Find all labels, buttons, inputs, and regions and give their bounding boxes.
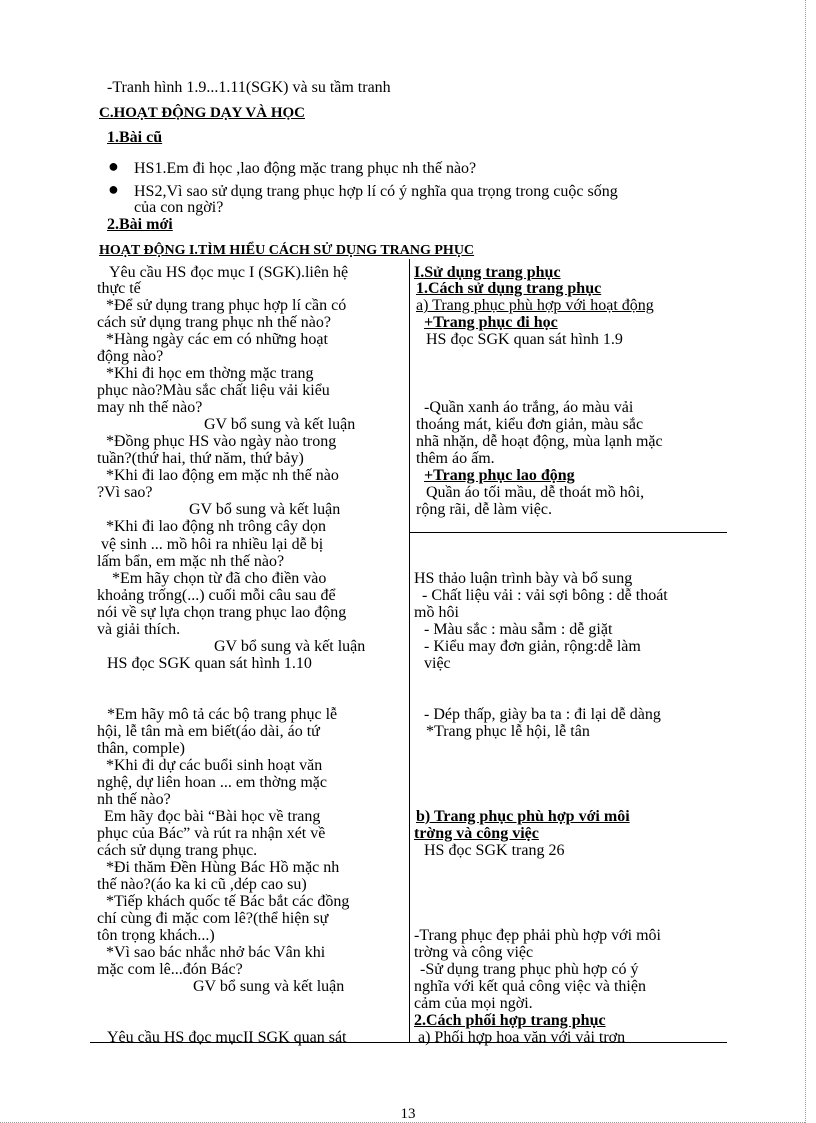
section-c-heading: C.HOẠT ĐỘNG DẠY VÀ HỌC	[99, 105, 305, 121]
left-line: phục nào?Màu sắc chất liệu vải kiểu	[97, 382, 330, 399]
left-line: *Khi đi lao động nh trông cây dọn	[106, 518, 326, 535]
left-line: mặc com lê...đón Bác?	[97, 961, 243, 978]
left-line: may nh thế nào?	[97, 399, 203, 416]
left-line: chí cùng đi mặc com lê?(thể hiện sự	[97, 910, 329, 927]
left-line: *Khi đi lao động em mặc nh thế nào	[106, 467, 339, 484]
right-line: thoáng mát, kiểu đơn giản, màu sắc	[416, 416, 644, 433]
right-line: - Kiểu may đơn giản, rộng:dễ làm	[424, 638, 641, 655]
right-line: nghĩa với kết quả công việc và thiện	[414, 978, 646, 995]
activity-title: HOẠT ĐỘNG I.TÌM HIỂU CÁCH SỬ DỤNG TRANG PHỤC	[99, 243, 475, 258]
left-line: HS đọc SGK quan sát hình 1.10	[107, 655, 312, 672]
question-1: HS1.Em đi học ,lao động mặc trang phục nh thế nào?	[134, 160, 477, 177]
bullet-icon: ●	[108, 179, 119, 199]
old-lesson-heading: 1.Bài cũ	[107, 129, 163, 146]
right-line: việc	[424, 655, 451, 672]
right-line: thêm áo ấm.	[416, 450, 495, 467]
left-line: và giải thích.	[97, 621, 181, 638]
left-line: Yêu cầu HS đọc mục I (SGK).liên hệ	[109, 264, 349, 281]
column-divider	[409, 259, 410, 1043]
right-heading: +Trang phục đi học	[424, 314, 558, 331]
left-line: thế nào?(áo ka ki cũ ,dép cao su)	[97, 876, 307, 893]
left-line: cách sử dụng trang phục nh thế nào?	[97, 314, 331, 331]
left-line: *Đi thăm Đền Hùng Bác Hồ mặc nh	[106, 859, 340, 876]
right-line: -Trang phục đẹp phải phù hợp với môi	[414, 927, 661, 944]
left-line: *Khi đi dự các buổi sinh hoạt văn	[106, 757, 323, 774]
question-2b: của con ngời?	[134, 199, 224, 216]
left-line: tuần?(thứ hai, thứ năm, thứ bảy)	[97, 450, 304, 467]
right-heading: trờng và công việc	[414, 825, 539, 842]
right-heading: I.Sử dụng trang phục	[414, 264, 561, 281]
right-heading: b) Trang phục phù hợp với môi	[416, 808, 630, 825]
right-line: cảm của mọi ngời.	[414, 995, 533, 1012]
right-line: nhã nhặn, dễ hoạt động, mùa lạnh mặc	[416, 433, 663, 450]
left-line: khoảng trống(...) cuối mỗi câu sau để	[97, 587, 336, 604]
right-heading: 2.Cách phối hợp trang phục	[414, 1012, 606, 1029]
right-heading: 1.Cách sử dụng trang phục	[416, 280, 602, 297]
left-line: *Đồng phục HS vào ngày nào trong	[106, 433, 337, 450]
left-line: *Em hãy chọn từ đã cho điền vào	[112, 570, 327, 587]
left-line: *Hàng ngày các em có những hoạt	[106, 331, 328, 348]
bullet-icon: ●	[108, 156, 119, 176]
left-line: GV bổ sung và kết luận	[214, 638, 366, 655]
right-line: mồ hôi	[414, 604, 459, 621]
left-line: Em hãy đọc bài “Bài học về trang	[104, 808, 321, 825]
left-line: Yêu cầu HS đọc mụcII SGK quan sát	[107, 1029, 347, 1046]
left-line: vệ sinh ... mồ hôi ra nhiều lại dễ bị	[101, 536, 324, 553]
left-line: lấm bẩn, em mặc nh thế nào?	[97, 553, 285, 570]
left-line: GV bổ sung và kết luận	[193, 978, 345, 995]
page-right-border	[805, 0, 806, 1123]
left-line: nh thế nào?	[97, 791, 171, 808]
right-line: - Chất liệu vải : vải sợi bông : dễ thoát	[422, 587, 668, 604]
left-line: nghệ, dự liên hoan ... em thờng mặc	[97, 774, 327, 791]
right-line: HS thảo luận trình bày và bổ sung	[414, 570, 633, 587]
right-line: rộng rãi, dễ làm việc.	[416, 501, 552, 518]
question-2a: HS2,Vì sao sử dụng trang phục hợp lí có ý nghĩa qua trọng trong cuộc sống	[134, 183, 618, 200]
right-line: a) Phối hợp hoa văn với vải trơn	[418, 1029, 626, 1046]
left-line: hội, lễ tân mà em biết(áo dài, áo tứ	[97, 723, 320, 740]
row-divider-right	[409, 532, 727, 533]
left-line: *Khi đi học em thờng mặc trang	[106, 365, 314, 382]
right-line: HS đọc SGK trang 26	[424, 842, 565, 859]
materials-line: -Tranh hình 1.9...1.11(SGK) và su tầm tranh	[107, 79, 391, 96]
left-line: ?Vì sao?	[97, 484, 153, 501]
right-line: *Trang phục lễ hội, lễ tân	[426, 723, 590, 740]
left-line: thực tế	[97, 280, 141, 297]
left-line: *Để sử dụng trang phục hợp lí cần có	[106, 297, 347, 314]
left-line: *Em hãy mô tả các bộ trang phục lễ	[107, 706, 338, 723]
right-line: HS đọc SGK quan sát hình 1.9	[426, 331, 623, 348]
new-lesson-heading: 2.Bài mới	[107, 216, 173, 233]
left-line: cách sử dụng trang phục.	[97, 842, 258, 859]
left-line: nói về sự lựa chọn trang phục lao động	[97, 604, 347, 621]
left-line: *Vì sao bác nhắc nhở bác Vân khi	[106, 944, 326, 961]
right-line: -Sử dụng trang phục phù hợp có ý	[420, 961, 639, 978]
left-line: GV bổ sung và kết luận	[204, 416, 356, 433]
left-line: tôn trọng khách...)	[97, 927, 215, 944]
page-number: 13	[400, 1106, 416, 1122]
right-line: -Quần xanh áo trắng, áo màu vải	[424, 399, 634, 416]
right-line: - Màu sắc : màu sẫm : dễ giặt	[424, 621, 613, 638]
right-line: - Dép thấp, giày ba ta : đi lại dễ dàng	[424, 706, 661, 723]
right-heading: +Trang phục lao động	[424, 467, 575, 484]
left-line: GV bổ sung và kết luận	[189, 501, 341, 518]
right-line: Quần áo tối mầu, dễ thoát mồ hôi,	[426, 484, 645, 501]
left-line: thân, comple)	[97, 740, 185, 757]
left-line: phục của Bác” và rút ra nhận xét về	[97, 825, 326, 842]
left-line: động nào?	[97, 348, 164, 365]
left-line: *Tiếp khách quốc tế Bác bắt các đồng	[106, 893, 350, 910]
right-line: a) Trang phục phù hợp với hoạt động	[416, 297, 654, 314]
right-line: trờng và công việc	[414, 944, 534, 961]
